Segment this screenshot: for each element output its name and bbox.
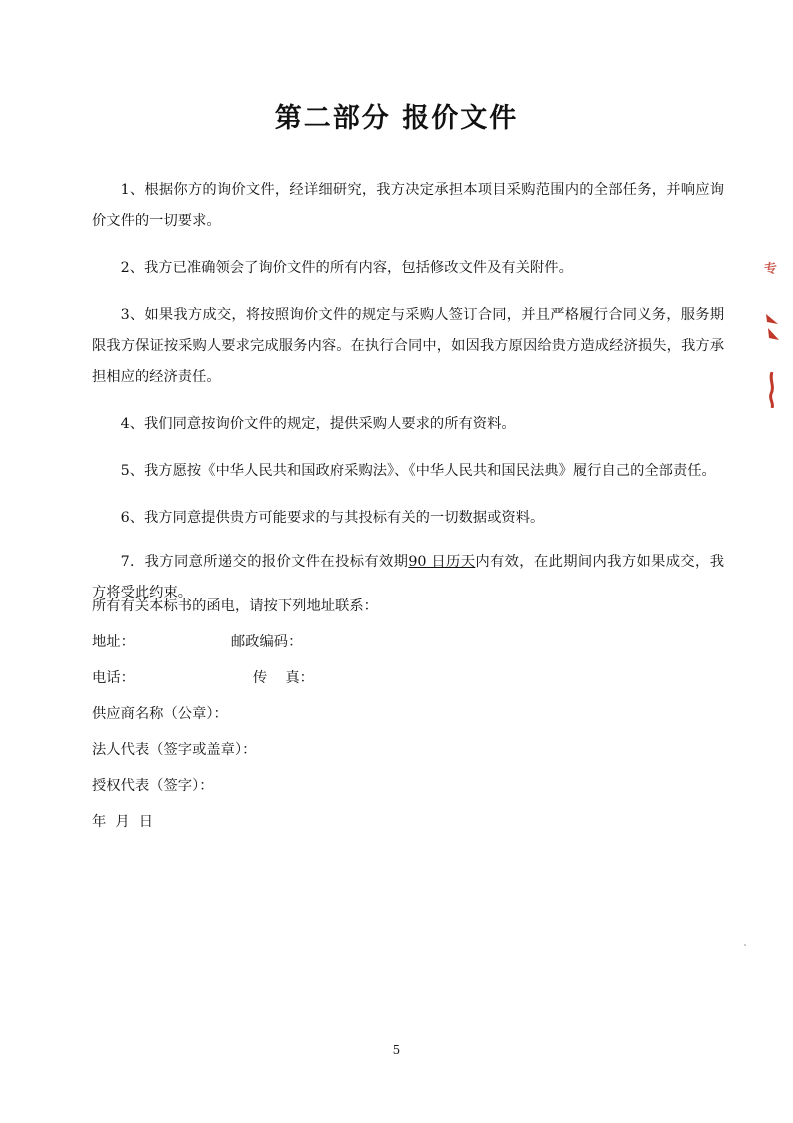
paragraph: 5、我方愿按《中华人民共和国政府采购法》、《中华人民共和国民法典》履行自己的全部责任。 xyxy=(120,463,716,479)
page-number: 5 xyxy=(392,1043,401,1057)
paragraph: 1、根据你方的询价文件，经详细研究，我方决定承担本项目采购范围内的全部任务，并响应询价文件的一切要求。 xyxy=(92,182,724,229)
red-stamp-streak-icon xyxy=(766,372,780,408)
clause7-after: 内有效，在此期间内我方如果成交，我方将受此约束。 xyxy=(92,554,724,601)
contact-field-legal-rep: 法人代表（签字或盖章）： xyxy=(92,742,257,758)
contact-intro: 所有有关本标书的函电，请按下列地址联系： xyxy=(92,598,378,614)
paragraph: 3、如果我方成交，将按照询价文件的规定与采购人签订合同，并且严格履行合同义务，服务期限我方保证按采购人要求完成服务内容。在执行合同中，如因我方原因给贵方造成经济损失，我方承担相应的经济责任。 xyxy=(92,307,724,385)
clause7-before: 7．我方同意所递交的报价文件在投标有效期 xyxy=(120,554,409,570)
contact-label: 电话： xyxy=(92,670,135,686)
red-stamp-mark-icon xyxy=(764,312,782,346)
contact-field-authorized-rep: 授权代表（签字）： xyxy=(92,778,214,794)
contact-field-address xyxy=(92,624,724,660)
contact-label-secondary: 传 真： xyxy=(252,670,314,686)
paragraph: 2、我方已准确领会了询价文件的所有内容，包括修改文件及有关附件。 xyxy=(120,260,573,276)
paragraph: 4、我们同意按询价文件的规定，提供采购人要求的所有资料。 xyxy=(120,416,516,432)
clause7-underlined-value: 90 日历天 xyxy=(408,554,476,570)
red-stamp-fragment-icon: 专 xyxy=(763,261,778,278)
contact-label-secondary: 邮政编码： xyxy=(230,634,303,650)
contact-field-phone xyxy=(92,660,724,696)
contact-field-date: 年 月 日 xyxy=(92,814,154,830)
contact-label: 地址： xyxy=(92,634,135,650)
body-text xyxy=(92,175,724,625)
paragraph: 6、我方同意提供贵方可能要求的与其投标有关的一切数据或资料。 xyxy=(120,510,545,526)
contact-field-supplier-name: 供应商名称（公章）： xyxy=(92,706,228,722)
contact-section xyxy=(92,588,724,840)
scan-speck xyxy=(744,944,746,946)
page-title: 第二部分 报价文件 xyxy=(274,103,519,134)
